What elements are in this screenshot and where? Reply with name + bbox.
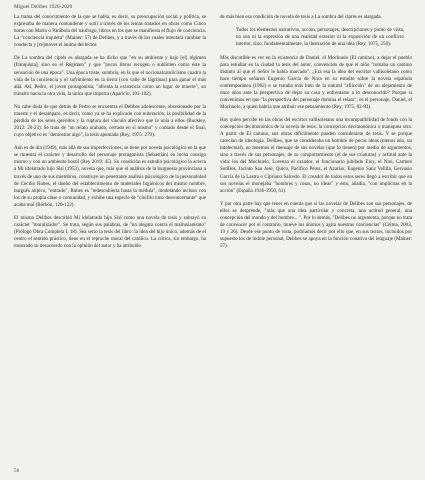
body-paragraph: La trama del conocimiento de la que se habla, es decir, su preocupación social y política, se expresaba de manera contundente y sutil a través de los temas tratados en obras como Cinco horas con Mario o Parábola del náufrago, libros en los que se manifiesta el flujo de conciencia. La "conciencia inquieta" (Mainer: 57) de Delibes, y a través de los cuales intentará cambiar la conducta y [re]mover el ánimo del lector. bbox=[14, 14, 206, 49]
right-column bbox=[220, 14, 412, 256]
body-paragraph: Hay quien percibe en las obras del escritor vallisoletano una incompatibilidad de fondo con la concepción decimonónica de la novela de tesis: la concepción decimonónica o maniquea otra. A partir de El camino, sus obras difícilmente pueden considerarse de tesis. Y se porque carecían de ideología. Delibes, que se consideraba un hombre de pocas ideas (menos aún, un intelectual), no tenemos el mensaje de sus novelas (que lo tienen) por medio de argumentos, sino a través de sus personajes, de su comportamiento (el de sus criaturas) y actitud ante la vida: los del Mochuelo, Lorenzo el cazador, el funcionario jubilado Eloy, el Nini, Carmen Sotillos, Jacinto San José, Quico, Pacífico Pérez, el Azarías, Eugenio Sanz Vellila, Gervasio García de la Lastra o Cipriano Salcedo. El creador de todos estos seres llegó a escribir que en sus novelas el monejaba "hombres y cosas, no ideas" y esto, añadía, "con implicitas en la acción" (España 1936-1950, 61). bbox=[220, 117, 412, 194]
running-head: Miguel Delibes 1920-2020 bbox=[14, 4, 73, 10]
body-paragraph: de más bien esa condición de novela de tesis a La sombra del ciprés es alargada. bbox=[220, 14, 382, 20]
page-number: 56 bbox=[14, 468, 20, 474]
body-paragraph: No cabe duda de que detrás de Pedro se encuentra el Delibes adolescente, obsesionado por la muerte y el desamparo, es decir, como ya se ha explicado con reiteración, la posibilidad de la pérdida de los seres queridos y la ruptura del vínculo afectivo que le unía a ellos (Buckley, 2012: 20-23). Se trata de "un relato acabado, cerrado en sí mismo" y contado desde el final, cuyo objetivo es "demostrar algo", la tesis apuntada (Rey, 1975: 279). bbox=[14, 103, 206, 139]
body-paragraph: De La sombra del ciprés es alargada se ha dicho que "en su ambiente y bajo [el] régimen [franquista], sino en el Régimen" y que "pocos libros recogen o sublimen como éste la sensación de una época". Una época triste, sombría, en la que el nocionalcatolicismo cuadra la vida de la conciencia y el sufrimiento en la tierra (con valle de lágrimas) para ganar el más allá. Así, Pedro, el joven protagonista, "afronta la existencia como un lugar de muerte", un tránsito hacia la otra vida, la única que importa (Aparicio, 101-102). bbox=[14, 55, 206, 97]
left-column bbox=[14, 14, 206, 256]
body-paragraph: Más discutible es ver en la existencia de Daniel, el Mochuelo (El camino), a dejar el pueblo para estudiar en la ciudad la tesis del autor, convencido de que el niño "tomaba un camino distinto al que el Señor le había marcado". ¿Era esa la idea del escritor vallisoletano como hace tiempo señaron Eugenio García de Nora en su estudio sobre la novela española contemporánea (1962) o se trataba más bien de la natural "aflicción" de un alejamiento de once años ante la perspectiva de dejar su casa y enfrentarse a lo desconocido? Porque si convenimos en que "la perspectiva del personaje domina el relato", es el personaje, Daniel, el Mochuelo, a quien habría que atribuir ese pensamiento (Rey, 1975, 82-83). bbox=[220, 54, 412, 110]
body-paragraph: Y por otra parte hay que tener en cuenta que si las novelas de Delibes son sus personajes, de ellos se desprende, "más que una idea particular y concreta, una actitud general, una concepción del mundo y del hombre... ". Por lo demás, "Delibes no argumenta, porque no trata de convencer por el contrario, mueve los ánimos y agita nuestras conciencias" (Celma, 2003, 19 y 26). Desde ese punto de vista, podríamos decir por ello que, en sus textos, incluidos por supuesto los de índole personal, Delibes se apoya en la función conativa del lenguaje (Mainer: 57). bbox=[220, 200, 412, 250]
body-paragraph: Aún es de día (1949), más allá de sus imperfecciones, se tiene por novela psicológica en la que se muestra el carácter y desarrollo del personaje protagonista (Sebastián) en lucha consigo mismo y con un ambiente hostil (Rey 2019: 45). Su condición es estudio psicológico la acerca a Mi idolatrado hijo Sisí (1953), novela que, más que el análisis de la burguesía provinciana a través de uno de sus miembros, construye un penetrante análisis psicológico de la personalidad de Cecilio Rubes, el dueño del establecimiento de materiales higiénicos del mismo nombre, burgués atípico, "entrado", Rubes es "redescubierta hasta la médula", modelando incluso con los de su propia clase o comunidad, y exhibe una especie de "cínifilo nmo desconcertante" que acaba mal (Bórbón, 120-122). bbox=[14, 145, 206, 208]
body-paragraph: El mismo Delibes describió Mi idolatrado hijo Sisí como una novela de tesis y subrayó su carácter "moralizador". Se trata, según sus palabras, de "un alegato contra el maltusianismo" (Prólogo Obra Completa I, 18). Sea serio la tesis del libro: la idea del hijo único, además de el centro el sentido práctico, tiene en el reproche moral del católico. La crítica, sin embargo, ha mostrado su desacuerdo con la opinión del autor y ha atribuido bbox=[14, 214, 206, 250]
block-quote: Todos los elementos narrativos, acción, personajes, descripciones y punto de vista, no son ni la expresión de una realidad exterior ni la exposición de un conflicto interior, sino, fundamentalmente, la ilustración de una idea (Rey, 1975, 250). bbox=[236, 27, 404, 48]
